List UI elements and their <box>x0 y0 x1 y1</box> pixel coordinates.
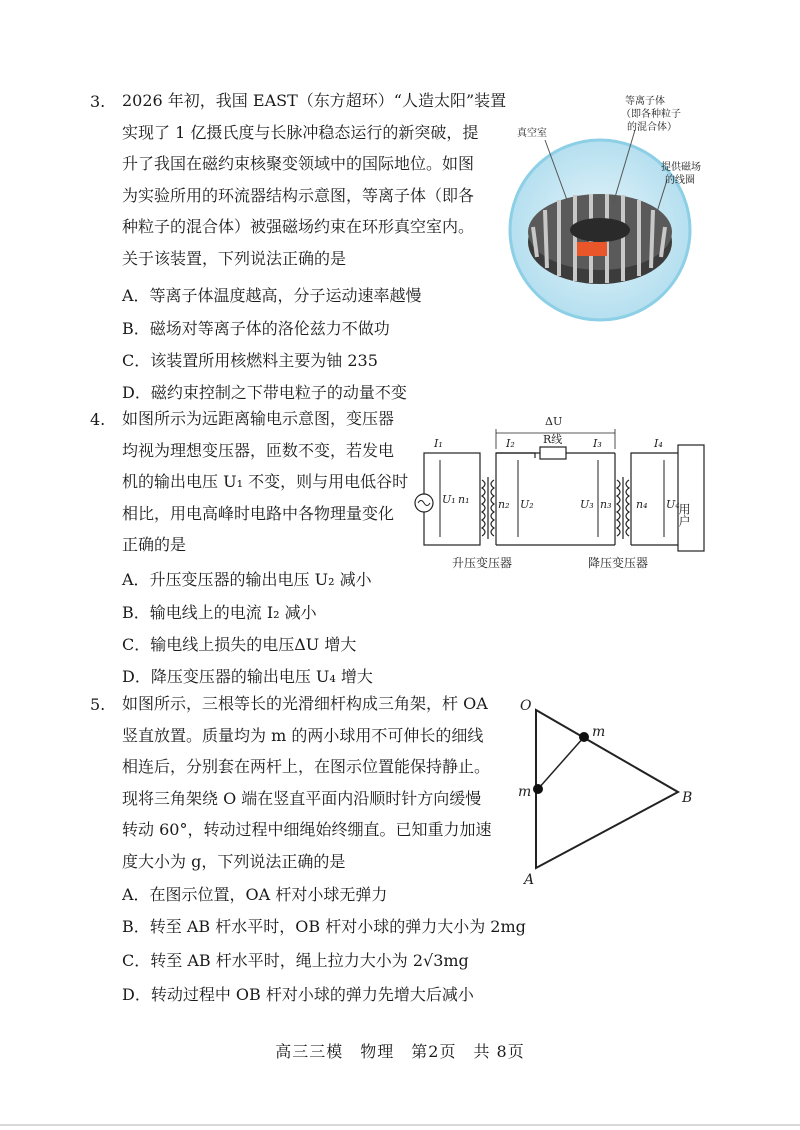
label-n2: n₂ <box>498 498 510 511</box>
question-3-option-d: D．磁约束控制之下带电粒子的动量不变 <box>122 383 407 402</box>
transmission-circuit-figure <box>410 405 715 580</box>
question-5-line: 如图所示，三根等长的光滑细杆构成三角架，杆 OA <box>122 694 488 713</box>
question-3-line: 实现了 1 亿摄氏度与长脉冲稳态运行的新突破，提 <box>122 122 479 142</box>
question-5-option-b: B．转至 AB 杆水平时，OB 杆对小球的弹力大小为 2mg <box>122 917 526 936</box>
label-user: 用户 <box>677 503 691 527</box>
ball-on-oa <box>533 784 543 794</box>
label-coil-2: 的线圈 <box>665 175 695 186</box>
question-4-option-d: D．降压变压器的输出电压 U₄ 增大 <box>122 667 373 686</box>
question-4-line: 机的输出电压 U₁ 不变，则与用电低谷时 <box>122 472 409 491</box>
label-b: B <box>682 790 693 806</box>
label-u4: U₄ <box>666 498 680 511</box>
question-3-line: 升了我国在磁约束核聚变领域中的国际地位。如图 <box>122 154 475 173</box>
label-n1: n₁ <box>458 493 470 506</box>
question-5-number: 5. <box>90 695 106 714</box>
label-a: A <box>524 872 535 888</box>
label-delta-u: ΔU <box>545 415 563 428</box>
label-coil-1: 提供磁场 <box>661 162 701 173</box>
question-4-line: 相比，用电高峰时电路中各物理量变化 <box>122 503 395 523</box>
label-i4: I₄ <box>654 437 663 450</box>
label-u2: U₂ <box>520 498 534 511</box>
triangle-frame-figure <box>510 690 710 890</box>
question-3-option-b: B．磁场对等离子体的洛伦兹力不做功 <box>122 319 390 338</box>
question-5-line: 转动 60°，转动过程中细绳始终绷直。已知重力加速 <box>122 820 492 839</box>
label-step-up: 升压变压器 <box>452 556 513 570</box>
question-5-option-c: C．转至 AB 杆水平时，绳上拉力大小为 2√3mg <box>122 951 469 970</box>
question-4-number: 4. <box>90 410 106 429</box>
question-5-line: 竖直放置。质量均为 m 的两小球用不可伸长的细线 <box>122 725 484 745</box>
question-3-line: 种粒子的混合体）被强磁场约束在环形真空室内。 <box>122 217 475 236</box>
triangle-frame <box>536 710 678 868</box>
label-r-line: R线 <box>543 433 563 446</box>
label-o: O <box>520 698 532 714</box>
label-m-top: m <box>592 724 606 740</box>
question-5-stem <box>122 688 517 877</box>
question-5-line: 相连后，分别套在两杆上，在图示位置能保持静止。 <box>122 757 491 776</box>
page-footer: 高三三模 物理 第2页 共 8页 <box>275 1042 525 1061</box>
question-3-option-c: C．该装置所用核燃料主要为铀 235 <box>122 351 378 370</box>
label-plasma-2: （即各种粒子 <box>621 109 681 120</box>
torus-hole <box>570 218 630 242</box>
page-bottom-edge <box>0 1124 800 1126</box>
question-4-option-b: B．输电线上的电流 I₂ 减小 <box>122 603 317 622</box>
label-step-down: 降压变压器 <box>588 556 649 570</box>
tokamak-figure <box>495 92 715 322</box>
question-4-option-c: C．输电线上损失的电压ΔU 增大 <box>122 635 357 654</box>
label-m-left: m <box>518 784 532 800</box>
question-5-line: 现将三角架绕 O 端在竖直平面内沿顺时针方向缓慢 <box>122 788 482 808</box>
label-n4: n₄ <box>636 498 648 511</box>
label-vacuum-chamber: 真空室 <box>517 128 547 139</box>
question-3-line: 关于该装置，下列说法正确的是 <box>122 248 347 268</box>
label-i1: I₁ <box>434 437 443 450</box>
label-u1: U₁ <box>442 493 456 506</box>
question-3-line: 2026 年初，我国 EAST（东方超环）“人造太阳”装置 <box>122 91 507 110</box>
label-plasma-1: 等离子体 <box>625 96 665 107</box>
question-4-line: 均视为理想变压器，匝数不变，若发电 <box>122 440 395 460</box>
label-u3: U₃ <box>580 498 594 511</box>
label-i2: I₂ <box>506 437 515 450</box>
question-3-number: 3. <box>90 92 106 111</box>
question-4-line: 正确的是 <box>122 535 187 554</box>
label-n3: n₃ <box>600 498 612 511</box>
question-5-option-d: D．转动过程中 OB 杆对小球的弹力先增大后减小 <box>122 985 474 1004</box>
question-5-line: 度大小为 g，下列说法正确的是 <box>122 851 346 871</box>
label-plasma-3: 的混合体） <box>627 122 677 133</box>
question-4-line: 如图所示为远距离输电示意图，变压器 <box>122 409 395 428</box>
connecting-string <box>538 737 584 789</box>
question-3-option-a: A．等离子体温度越高，分子运动速率越慢 <box>122 286 422 305</box>
question-4-stem <box>122 403 412 561</box>
ball-on-ob <box>579 732 589 742</box>
question-4-option-a: A．升压变压器的输出电压 U₂ 减小 <box>122 570 372 589</box>
label-i3: I₃ <box>593 437 602 450</box>
plasma-glow <box>577 242 607 256</box>
question-3-line: 为实验所用的环流器结构示意图，等离子体（即各 <box>122 185 475 205</box>
question-5-option-a: A．在图示位置，OA 杆对小球无弹力 <box>122 885 388 904</box>
question-3-stem <box>122 85 507 274</box>
